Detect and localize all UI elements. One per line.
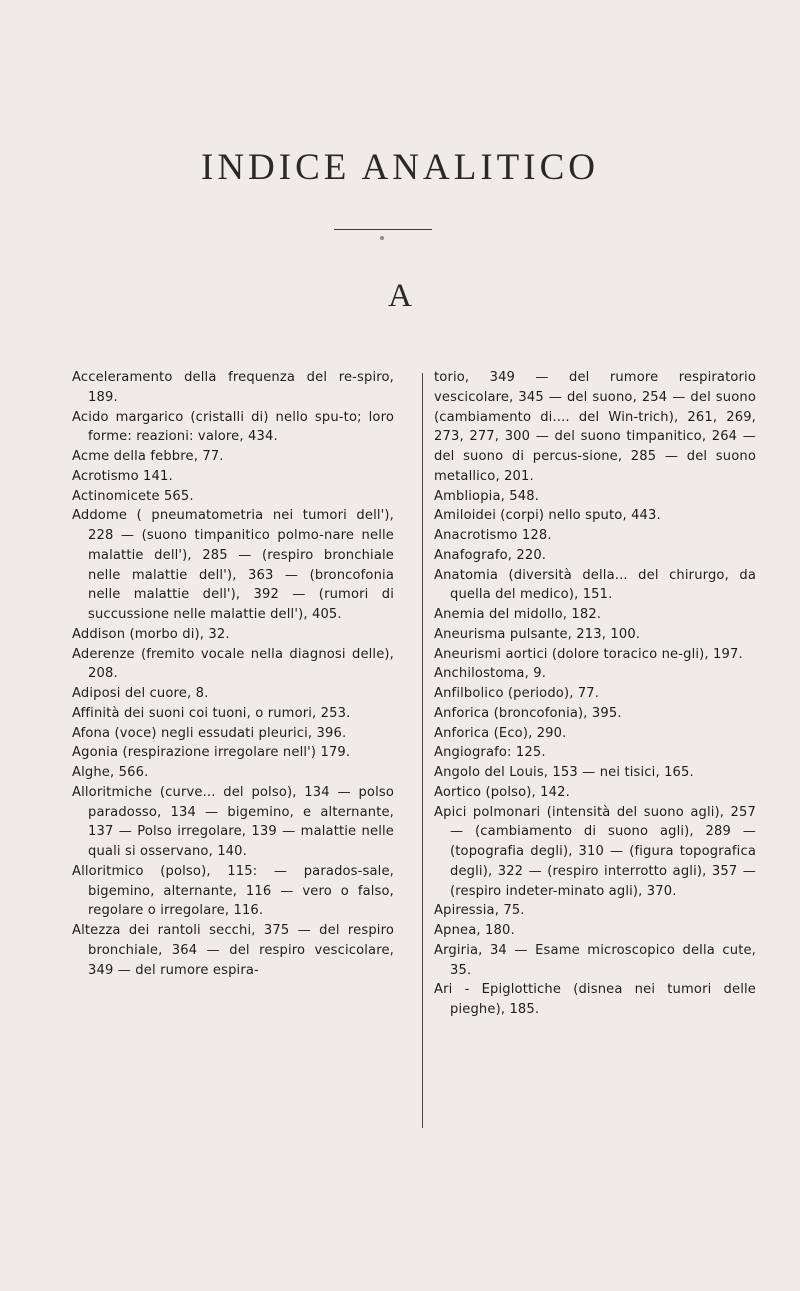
index-entry: Addison (morbo di), 32. [72, 626, 230, 642]
index-entry: Acrotismo 141. [72, 468, 173, 484]
column-divider [422, 373, 423, 1128]
index-entry: Actinomicete 565. [72, 488, 194, 504]
index-entry: Amiloidei (corpi) nello sputo, 443. [434, 508, 661, 524]
index-entry: Anatomia (diversità della... del chirurgo, da quella del medico), 151. [434, 567, 756, 603]
index-entry: Apnea, 180. [434, 923, 515, 938]
index-entry: Apiressia, 75. [434, 903, 525, 919]
index-entry: Anforica (Eco), 290. [434, 725, 567, 741]
index-entry: Ari - Epiglottiche (disnea nei tumori delle pieghe), 185. [434, 982, 756, 1017]
index-entry: Angiografo: 125. [434, 745, 546, 761]
index-column-right [434, 368, 756, 1020]
index-entry: Angolo del Louis, 153 — nei tisici, 165. [434, 765, 694, 780]
index-entry: Anforica (broncofonia), 395. [434, 705, 622, 721]
index-column-left [72, 368, 394, 980]
index-entry: Aneurisma pulsante, 213, 100. [434, 626, 641, 642]
index-entry: Adiposi del cuore, 8. [72, 686, 209, 701]
section-letter: A [388, 278, 412, 314]
index-entry: Addome ( pneumatometria nei tumori dell'), 228 — (suono timpanitico polmo-nare nelle malattie dell'), 285 — (respiro bronchiale nelle malattie dell'), 363 — (broncofonia nelle malattie dell'), 392 — (rumori di succussione nelle malattie dell'), 405. [72, 508, 394, 622]
index-entry: Agonia (respirazione irregolare nell') 179. [72, 745, 351, 761]
index-entry: Anemia del midollo, 182. [434, 607, 602, 622]
title-rule [334, 229, 432, 230]
page-title: INDICE ANALITICO [201, 147, 599, 188]
index-entry: Aortico (polso), 142. [434, 784, 570, 800]
index-entry: Aneurismi aortici (dolore toracico ne-gli), 197. [434, 646, 743, 662]
index-entry: Ambliopia, 548. [434, 488, 540, 504]
index-entry: Acceleramento della frequenza del re-spiro, 189. [72, 370, 394, 405]
index-entry: Acme della febbre, 77. [72, 449, 224, 464]
index-entry: Alloritmico (polso), 115: — parados-sale, bigemino, alternante, 116 — vero o falso, regolare o irregolare, 116. [72, 863, 394, 919]
index-entry: Argiria, 34 — Esame microscopico della cute, 35. [434, 942, 756, 978]
index-entry: Apici polmonari (intensità del suono agli), 257 — (cambiamento di suono agli), 289 — (topografia degli), 310 — (figura topografica degli), 322 — (respiro interrotto agli), 357 — (respiro indeter-minato agli), 370. [434, 804, 756, 899]
index-entry: Acido margarico (cristalli di) nello spu-to; loro forme: reazioni: valore, 434. [72, 409, 394, 445]
index-entry: Anchilostoma, 9. [434, 666, 547, 682]
index-entry: Anfilbolico (periodo), 77. [434, 686, 600, 701]
index-entry: Anafografo, 220. [434, 547, 547, 563]
index-entry: Alghe, 566. [72, 765, 149, 780]
index-entry: Affinità dei suoni coi tuoni, o rumori, 253. [72, 705, 351, 721]
index-entry: Anacrotismo 128. [434, 528, 552, 543]
index-entry-continuation: torio, 349 — del rumore respiratorio vescicolare, 345 — del suono, 254 — del suono (cambiamento di.... del Win-trich), 261, 269, 273, 277, 300 — del suono timpanitico, 264 — del suono di percus-sione, 285 — del suono metallico, 201. [434, 370, 756, 484]
index-entry: Altezza dei rantoli secchi, 375 — del respiro bronchiale, 364 — del respiro vescicolare, 349 — del rumore espira- [72, 923, 394, 978]
index-entry: Alloritmiche (curve... del polso), 134 — polso paradosso, 134 — bigemino, e alternante, 137 — Polso irregolare, 139 — malattie nelle quali si osservano, 140. [72, 784, 394, 859]
index-entry: Aderenze (fremito vocale nella diagnosi delle), 208. [72, 646, 394, 682]
index-entry: Afona (voce) negli essudati pleurici, 396. [72, 725, 347, 741]
ornament-dot [380, 236, 384, 240]
